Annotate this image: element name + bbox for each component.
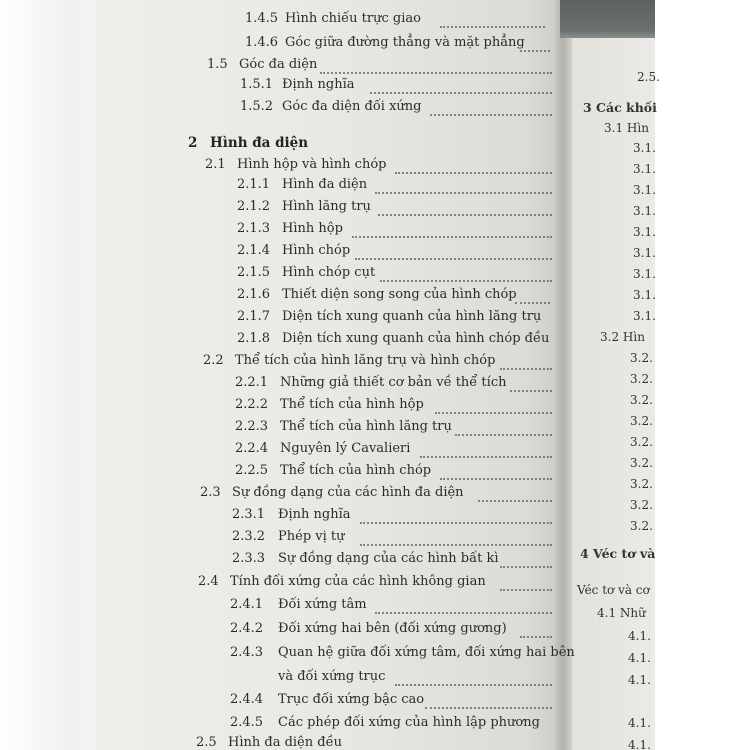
- right-page-entry: 3.1 Hìn: [604, 121, 649, 135]
- right-page-entry: 4.1.: [628, 673, 651, 687]
- toc-dot-leader: [355, 244, 552, 260]
- right-page-entry: 3.2.: [630, 456, 653, 470]
- right-background: [655, 0, 750, 750]
- toc-entry-title: Thể tích của hình hộp: [280, 397, 424, 412]
- toc-dot-leader: [395, 670, 552, 686]
- toc-entry-number: 1.5.1: [240, 77, 274, 92]
- toc-entry-number: 2.2.5: [235, 463, 269, 478]
- toc-dot-leader: [395, 158, 552, 174]
- toc-entry-number: 2.1.4: [237, 243, 271, 258]
- toc-entry-number: 1.5: [207, 57, 228, 72]
- toc-entry-title: Quan hệ giữa đối xứng tâm, đối xứng hai bên: [278, 645, 575, 660]
- right-page-entry: 3.1.: [633, 162, 656, 176]
- toc-entry-title: Thiết diện song song của hình chóp: [282, 287, 517, 302]
- toc-dot-leader: [430, 100, 552, 116]
- right-page-entry: 3.2.: [630, 519, 653, 533]
- right-page-entry: 4.1.: [628, 629, 651, 643]
- toc-entry-number: 2.4.3: [230, 645, 264, 660]
- toc-dot-leader: [500, 354, 552, 370]
- toc-entry-title: Hình hộp và hình chóp: [237, 157, 387, 172]
- toc-entry-number: 2.2.4: [235, 441, 269, 456]
- toc-entry-title: Tính đối xứng của các hình không gian: [230, 574, 486, 589]
- right-page-entry: 3.2 Hìn: [600, 330, 645, 344]
- right-page-entry: 3.1.: [633, 183, 656, 197]
- toc-dot-leader: [425, 693, 552, 709]
- toc-dot-leader: [515, 288, 550, 304]
- toc-entry-number: 1.4.6: [245, 35, 279, 50]
- toc-dot-leader: [435, 398, 552, 414]
- toc-entry-number: 2.4: [198, 574, 219, 589]
- toc-entry-title: Đối xứng hai bên (đối xứng gương): [278, 621, 507, 636]
- toc-entry-title: Hình lăng trụ: [282, 199, 371, 214]
- toc-dot-leader: [440, 464, 552, 480]
- toc-entry-title: Hình chóp: [282, 243, 351, 258]
- toc-entry-number: 2.4.4: [230, 692, 264, 707]
- toc-entry-number: 2.1: [205, 157, 226, 172]
- toc-entry-title: Hình chóp cụt: [282, 265, 376, 280]
- toc-entry-title: Thể tích của hình chóp: [280, 463, 432, 478]
- toc-entry-number: 2.4.2: [230, 621, 264, 636]
- toc-entry-title: Góc đa diện đối xứng: [282, 99, 422, 114]
- right-page-entry: 3.1.: [633, 267, 656, 281]
- toc-entry-title: Diện tích xung quanh của hình lăng trụ: [282, 309, 542, 324]
- toc-dot-leader: [500, 575, 552, 591]
- toc-dot-leader: [478, 486, 552, 502]
- right-page-entry: 3.2.: [630, 498, 653, 512]
- toc-entry-title: Phép vị tự: [278, 529, 345, 544]
- toc-entry-number: 2.2: [203, 353, 224, 368]
- toc-dot-leader: [375, 598, 552, 614]
- toc-entry-number: 2.1.2: [237, 199, 271, 214]
- right-page-entry: 4 Véc tơ và: [580, 546, 656, 561]
- right-page-entry: 4.1.: [628, 738, 651, 750]
- toc-entry-number: 2.1.3: [237, 221, 271, 236]
- toc-entry-title: Thể tích của hình lăng trụ: [280, 419, 452, 434]
- toc-entry-title: Đối xứng tâm: [278, 597, 367, 612]
- toc-entry-title: Hình đa diện: [282, 177, 368, 192]
- toc-dot-leader: [500, 552, 552, 568]
- right-page-entry: 3.1.: [633, 141, 656, 155]
- toc-dot-leader: [370, 78, 552, 94]
- toc-dot-leader: [320, 58, 552, 74]
- right-page-entry: 3.1.: [633, 246, 656, 260]
- toc-entry-number: 2.3.2: [232, 529, 266, 544]
- toc-dot-leader: [378, 200, 552, 216]
- toc-entry-title: và đối xứng trục: [278, 669, 386, 684]
- right-page-entry: 4.1.: [628, 651, 651, 665]
- toc-dot-leader: [510, 376, 552, 392]
- toc-entry-title: Hình hộp: [282, 221, 343, 236]
- right-page-entry: 3.1.: [633, 309, 656, 323]
- right-page-entry: 3 Các khối: [583, 100, 657, 115]
- toc-entry-title: Thể tích của hình lăng trụ và hình chóp: [235, 353, 496, 368]
- toc-dot-leader: [455, 420, 552, 436]
- toc-entry-number: 2.2.2: [235, 397, 269, 412]
- toc-entry-number: 2.1.1: [237, 177, 271, 192]
- toc-entry-number: 2.1.8: [237, 331, 271, 346]
- toc-entry-number: 2.2.3: [235, 419, 269, 434]
- toc-dot-leader: [420, 442, 552, 458]
- toc-entry-number: 2.1.6: [237, 287, 271, 302]
- toc-entry-number: 1.4.5: [245, 11, 279, 26]
- toc-entry-number: 2.1.5: [237, 265, 271, 280]
- toc-entry-title: Hình chiếu trực giao: [285, 11, 421, 26]
- right-page-entry: 3.1.: [633, 204, 656, 218]
- toc-dot-leader: [520, 622, 552, 638]
- toc-dot-leader: [352, 222, 552, 238]
- toc-entry-title: Sự đồng dạng của các hình đa diện: [232, 485, 464, 500]
- toc-entry-title: Trục đối xứng bậc cao: [278, 692, 425, 707]
- toc-dot-leader: [360, 530, 552, 546]
- right-page-entry: 3.2.: [630, 435, 653, 449]
- right-page-entry: 2.5.: [637, 70, 660, 84]
- left-background: [0, 0, 110, 750]
- right-page-entry: 3.2.: [630, 393, 653, 407]
- toc-entry-title: Góc đa diện: [239, 57, 318, 72]
- toc-entry-title: Sự đồng dạng của các hình bất kì: [278, 551, 499, 566]
- right-page-entry: 3.2.: [630, 414, 653, 428]
- chapter-number: 2: [188, 135, 198, 151]
- toc-dot-leader: [520, 36, 550, 52]
- toc-entry-title: Hình đa diện đều: [228, 735, 342, 750]
- toc-entry-number: 2.1.7: [237, 309, 271, 324]
- right-page-entry: 3.2.: [630, 372, 653, 386]
- right-page-entry: 4.1 Nhữ: [597, 606, 646, 620]
- toc-entry-number: 2.5: [196, 735, 217, 750]
- toc-entry-title: Định nghĩa: [282, 77, 355, 92]
- toc-dot-leader: [375, 178, 552, 194]
- toc-entry-number: 1.5.2: [240, 99, 274, 114]
- toc-entry-number: 2.3.1: [232, 507, 266, 522]
- toc-entry-title: Định nghĩa: [278, 507, 351, 522]
- toc-dot-leader: [380, 266, 552, 282]
- toc-entry-number: 2.2.1: [235, 375, 269, 390]
- right-page-entry: 4.1.: [628, 716, 651, 730]
- toc-dot-leader: [440, 12, 545, 28]
- right-page-entry: 3.2.: [630, 477, 653, 491]
- toc-entry-number: 2.4.5: [230, 715, 264, 730]
- toc-dot-leader: [360, 508, 552, 524]
- toc-entry-number: 2.3.3: [232, 551, 266, 566]
- toc-entry-number: 2.3: [200, 485, 221, 500]
- dark-background-corner: [560, 0, 655, 38]
- right-page-entry: 3.2.: [630, 351, 653, 365]
- toc-entry-title: Diện tích xung quanh của hình chóp đều: [282, 331, 550, 346]
- chapter-title: Hình đa diện: [210, 135, 309, 151]
- toc-entry-title: Góc giữa đường thẳng và mặt phẳng: [285, 35, 525, 50]
- right-page-entry: Véc tơ và cơ: [577, 583, 650, 597]
- toc-entry-title: Những giả thiết cơ bản về thể tích: [280, 375, 507, 390]
- toc-entry-number: 2.4.1: [230, 597, 264, 612]
- right-page-entry: 3.1.: [633, 225, 656, 239]
- right-page-entry: 3.1.: [633, 288, 656, 302]
- toc-entry-title: Các phép đối xứng của hình lập phương: [278, 715, 540, 730]
- toc-entry-title: Nguyên lý Cavalieri: [280, 441, 411, 456]
